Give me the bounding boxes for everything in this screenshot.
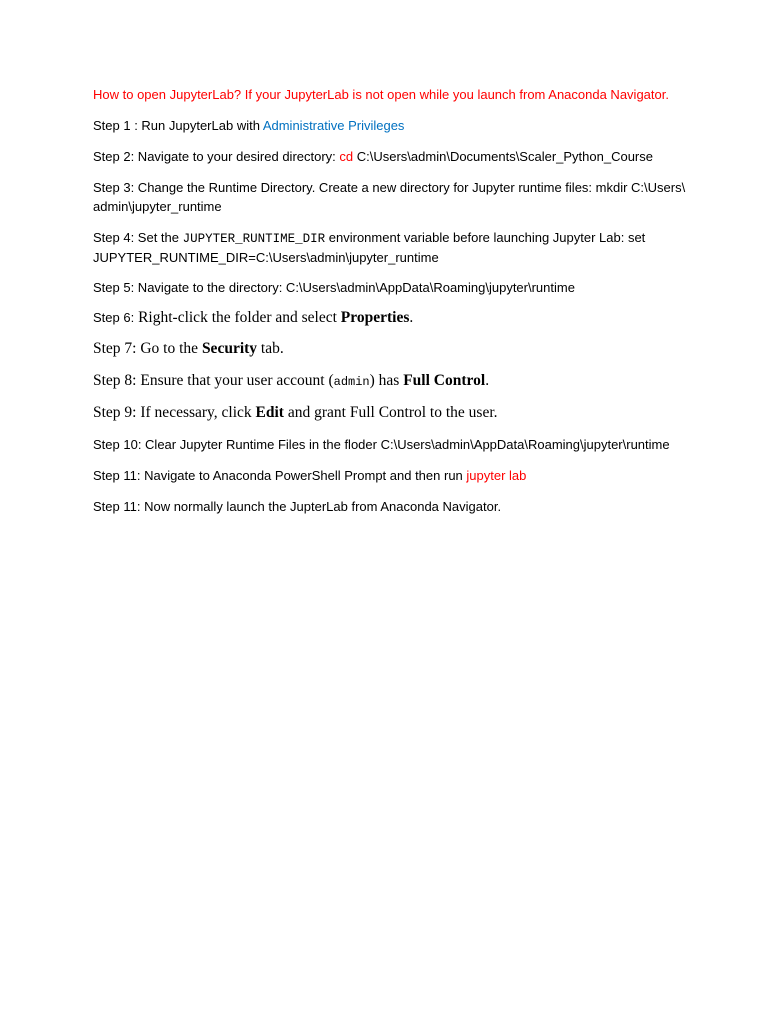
full-control-bold: Full Control (403, 372, 486, 389)
step-1-text: Step 1 : Run JupyterLab with (93, 118, 263, 133)
step-9-end: and grant Full Control to the user. (283, 404, 498, 421)
security-bold: Security (201, 340, 258, 357)
step-2-text: Step 2: Navigate to your desired directory: (93, 149, 340, 164)
jupyter-lab-command: jupyter lab (466, 468, 527, 483)
step-4-prefix: Step 4: Set the (93, 230, 183, 245)
admin-code: admin (333, 375, 370, 389)
step-5: Step 5: Navigate to the directory: C:\Users\admin\AppData\Roaming\jupyter\runtime (93, 280, 575, 295)
runtime-dir-code: JUPYTER_RUNTIME_DIR (182, 232, 326, 246)
step-8-mid: ) has (369, 372, 404, 389)
properties-bold: Properties (340, 309, 410, 326)
document-title: How to open JupyterLab? If your JupyterLab is not open while you launch from Anaconda Navigator. (93, 87, 669, 102)
step-11-launch: Step 11: Now normally launch the JupterLab from Anaconda Navigator. (93, 499, 502, 514)
step-6-end: . (409, 309, 414, 326)
step-10: Step 10: Clear Jupyter Runtime Files in the floder C:\Users\admin\AppData\Roaming\jupyter\runtime (93, 437, 670, 452)
step-8-end: . (485, 372, 490, 389)
step-2 (93, 148, 693, 167)
step-6 (93, 309, 693, 328)
step-4-suffix: environment variable before launching Jupyter Lab: set (325, 230, 646, 245)
step-6-text: Right-click the folder and select (134, 309, 341, 326)
step-11-navigate (93, 467, 693, 486)
administrative-privileges-text: Administrative Privileges (262, 118, 405, 133)
step-3-line-1: Step 3: Change the Runtime Directory. Create a new directory for Jupyter runtime files: mkdir C:\Users\ (93, 180, 686, 195)
step-7-text: Step 7: Go to the (93, 340, 202, 357)
step-4 (93, 229, 693, 267)
step-4-line-2: JUPYTER_RUNTIME_DIR=C:\Users\admin\jupyter_runtime (93, 249, 439, 265)
step-1 (93, 117, 693, 136)
step-6-label: Step 6: (93, 310, 135, 325)
step-8 (93, 372, 693, 392)
edit-bold: Edit (255, 404, 284, 421)
step-7-end: tab. (257, 340, 284, 357)
step-3 (93, 179, 693, 216)
step-9 (93, 404, 693, 423)
step-7 (93, 340, 693, 359)
step-9-text: Step 9: If necessary, click (93, 404, 256, 421)
step-3-line-2: admin\jupyter_runtime (93, 198, 222, 214)
step-11-text: Step 11: Navigate to Anaconda PowerShell Prompt and then run (93, 468, 467, 483)
step-8-text: Step 8: Ensure that your user account ( (93, 372, 334, 389)
cd-command: cd (339, 149, 354, 164)
step-2-path: C:\Users\admin\Documents\Scaler_Python_Course (353, 149, 653, 164)
